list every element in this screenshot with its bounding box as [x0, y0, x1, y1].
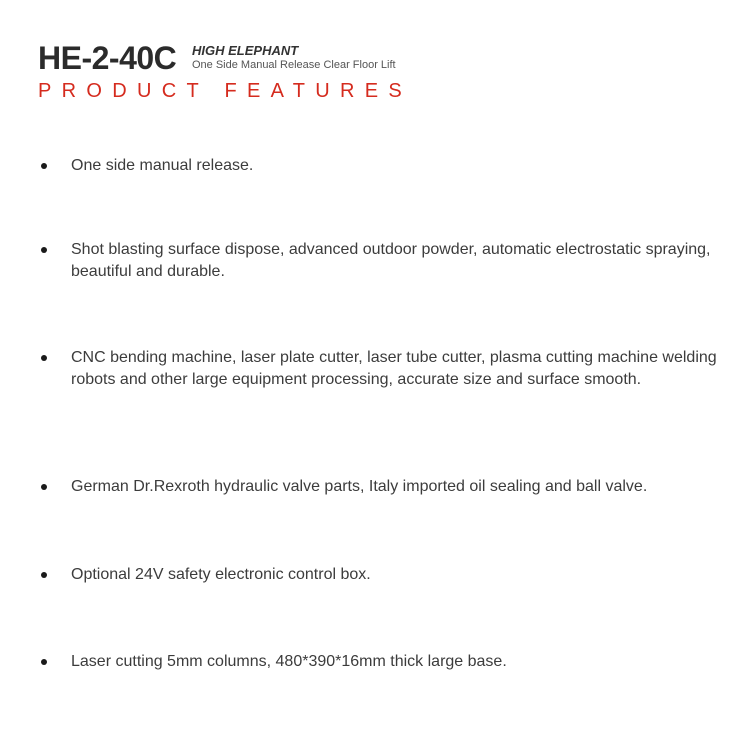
bullet-icon: [41, 163, 47, 169]
feature-text: Shot blasting surface dispose, advanced outdoor powder, automatic electrostatic spraying, beautiful and durable.: [71, 241, 711, 280]
bullet-icon: [41, 484, 47, 490]
bullet-icon: [41, 247, 47, 253]
model-number: HE-2-40C: [38, 40, 177, 76]
feature-text: German Dr.Rexroth hydraulic valve parts, Italy imported oil sealing and ball valve.: [71, 478, 648, 495]
feature-text: One side manual release.: [71, 157, 254, 174]
feature-text: CNC bending machine, laser plate cutter, laser tube cutter, plasma cutting machine welding robots and other large equipment processing, accurate size and surface smooth.: [71, 349, 717, 388]
feature-text: Optional 24V safety electronic control box.: [71, 566, 371, 583]
bullet-icon: [41, 659, 47, 665]
brand-name: HIGH ELEPHANT: [192, 43, 299, 58]
feature-text: Laser cutting 5mm columns, 480*390*16mm thick large base.: [71, 653, 507, 670]
section-title: PRODUCT FEATURES: [38, 80, 413, 102]
bullet-icon: [41, 355, 47, 361]
product-subtitle: One Side Manual Release Clear Floor Lift: [192, 59, 396, 71]
bullet-icon: [41, 572, 47, 578]
